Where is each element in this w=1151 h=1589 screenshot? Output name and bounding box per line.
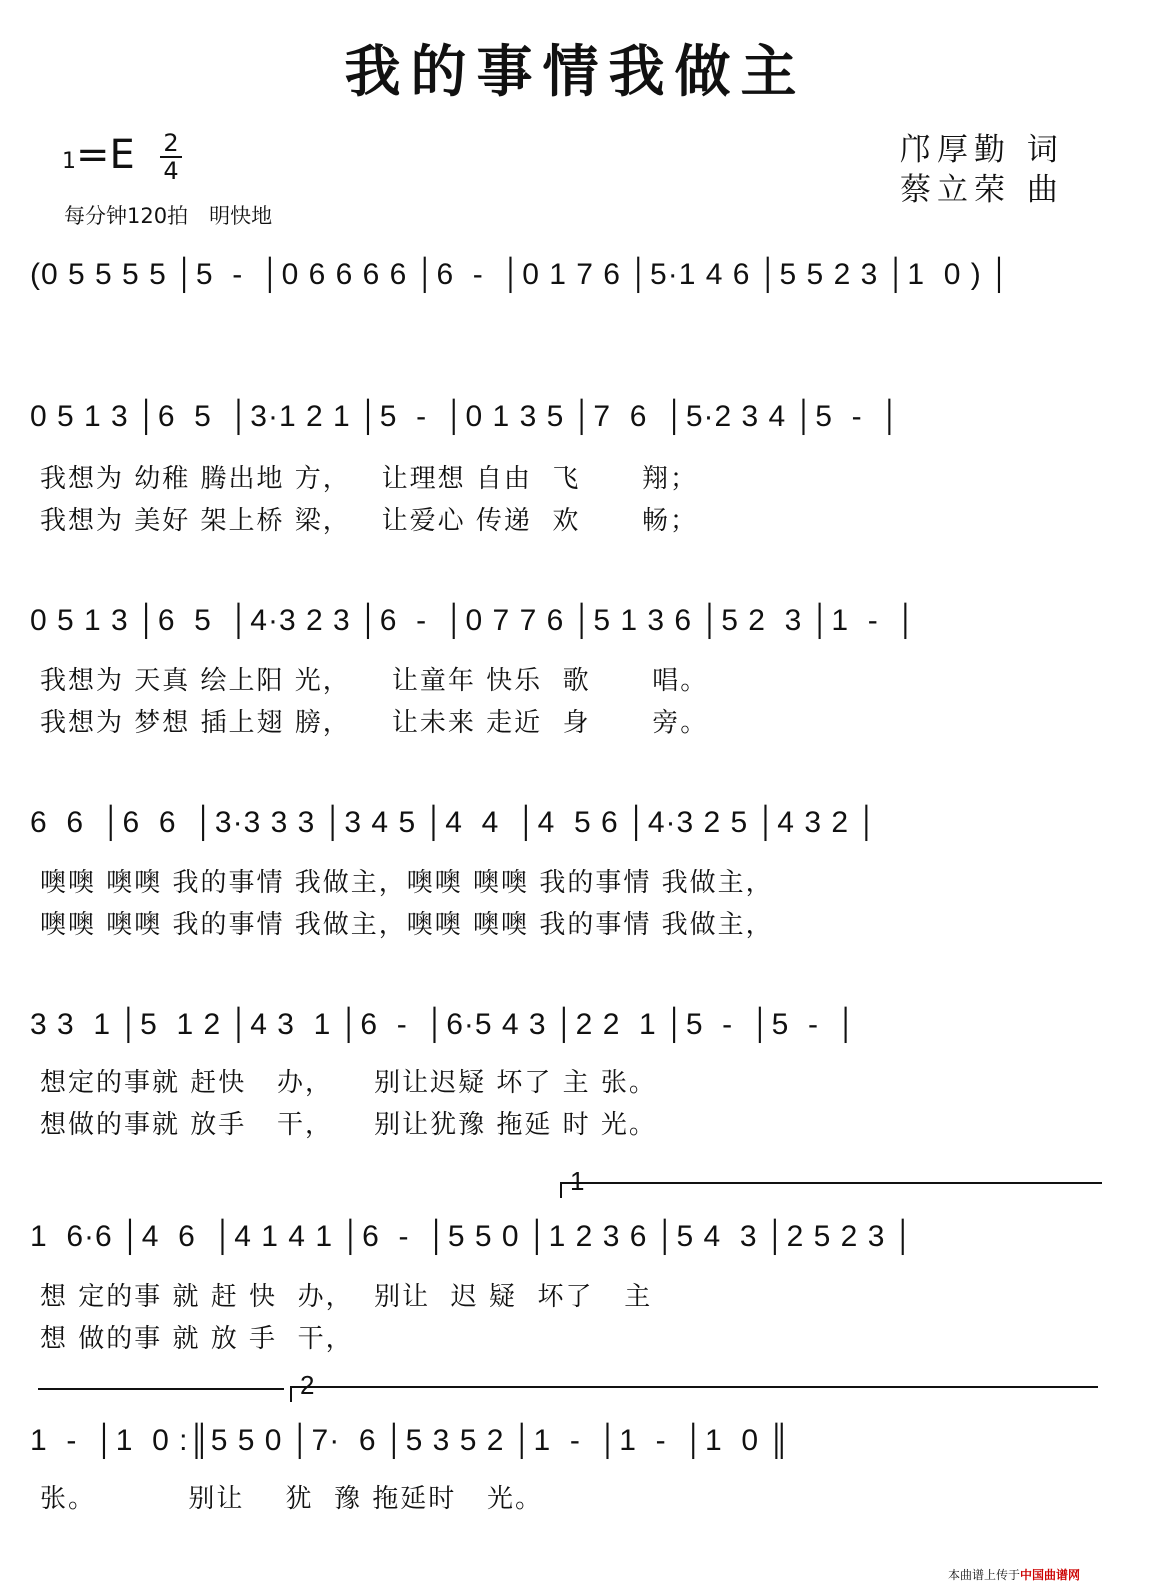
- second-ending-label: 2: [300, 1370, 315, 1400]
- lyric-row-4-verse-2: 噢噢 噢噢 我的事情 我做主，噢噢 噢噢 我的事情 我做主，: [40, 910, 774, 940]
- lyric-row-4-verse-1: 噢噢 噢噢 我的事情 我做主，噢噢 噢噢 我的事情 我做主，: [40, 868, 774, 898]
- second-ending-bracket: [290, 1386, 1098, 1402]
- lyric-row-3-verse-1: 我想为 天真 绘上阳 光， 让童年 快乐 歌 唱。: [40, 666, 709, 696]
- notation-row-2: 0 5 1 3 │6 5 │3·1 2 1 │5 - │0 1 3 5 │7 6 │5·2 3 4 │5 - │: [30, 400, 902, 433]
- lyric-row-7-verse-1: 张。 别让 犹 豫 拖延时 光。: [40, 1484, 544, 1514]
- notation-row-5: 3 3 1 │5 1 2 │4 3 1 │6 - │6·5 4 3 │2 2 1 │5 - │5 - │: [30, 1008, 858, 1041]
- notation-row-3: 0 5 1 3 │6 5 │4·3 2 3 │6 - │0 7 7 6 │5 1 3 6 │5 2 3 │1 - │: [30, 604, 918, 637]
- lyric-row-6-verse-2: 想 做的事 就 放 手 干，: [40, 1324, 354, 1354]
- footer-site-name: 中国曲谱网: [1020, 1568, 1081, 1582]
- notation-row-4: 6 6 │6 6 │3·3 3 3 │3 4 5 │4 4 │4 5 6 │4·3 2 5 │4 3 2 │: [30, 806, 879, 839]
- first-ending-bracket: [560, 1182, 1102, 1198]
- upload-footer: [948, 1566, 1080, 1583]
- time-signature-bottom: 4: [160, 156, 182, 184]
- first-ending-continuation: [38, 1388, 284, 1390]
- composer-credit: 蔡立荣 曲: [900, 172, 1064, 208]
- lyricist-credit: 邝厚勤 词: [900, 132, 1064, 168]
- tempo-marking: 每分钟120拍 明快地: [64, 204, 273, 228]
- notation-row-6: 1 6·6 │4 6 │4 1 4 1 │6 - │5 5 0 │1 2 3 6 │5 4 3 │2 5 2 3 │: [30, 1220, 915, 1253]
- key-signature: [62, 132, 135, 178]
- lyric-row-2-verse-2: 我想为 美好 架上桥 梁， 让爱心 传递 欢 畅；: [40, 506, 698, 536]
- lyric-row-6-verse-1: 想 定的事 就 赶 快 办， 别让 迟 疑 坏了 主: [40, 1282, 653, 1312]
- first-ending-label: 1: [570, 1166, 585, 1196]
- time-signature: [160, 130, 182, 184]
- lyric-row-5-verse-1: 想定的事就 赶快 办， 别让迟疑 坏了 主 张。: [40, 1068, 657, 1098]
- song-title: 我的事情我做主: [344, 39, 807, 105]
- lyric-row-3-verse-2: 我想为 梦想 插上翅 膀， 让未来 走近 身 旁。: [40, 708, 709, 738]
- key-name: =E: [76, 132, 135, 178]
- time-signature-top: 2: [163, 129, 179, 157]
- notation-row-7: 1 - │1 0 :║5 5 0 │7· 6 │5 3 5 2 │1 - │1 - │1 0 ║: [30, 1424, 791, 1457]
- key-tonic: 1: [62, 149, 76, 174]
- lyric-row-5-verse-2: 想做的事就 放手 干， 别让犹豫 拖延 时 光。: [40, 1110, 657, 1140]
- footer-uploaded-text: 本曲谱上传于: [948, 1568, 1021, 1582]
- lyric-row-2-verse-1: 我想为 幼稚 腾出地 方， 让理想 自由 飞 翔；: [40, 464, 698, 494]
- notation-row-1: (0 5 5 5 5 │5 - │0 6 6 6 6 │6 - │0 1 7 6 │5·1 4 6 │5 5 2 3 │1 0 ) │: [30, 258, 1011, 291]
